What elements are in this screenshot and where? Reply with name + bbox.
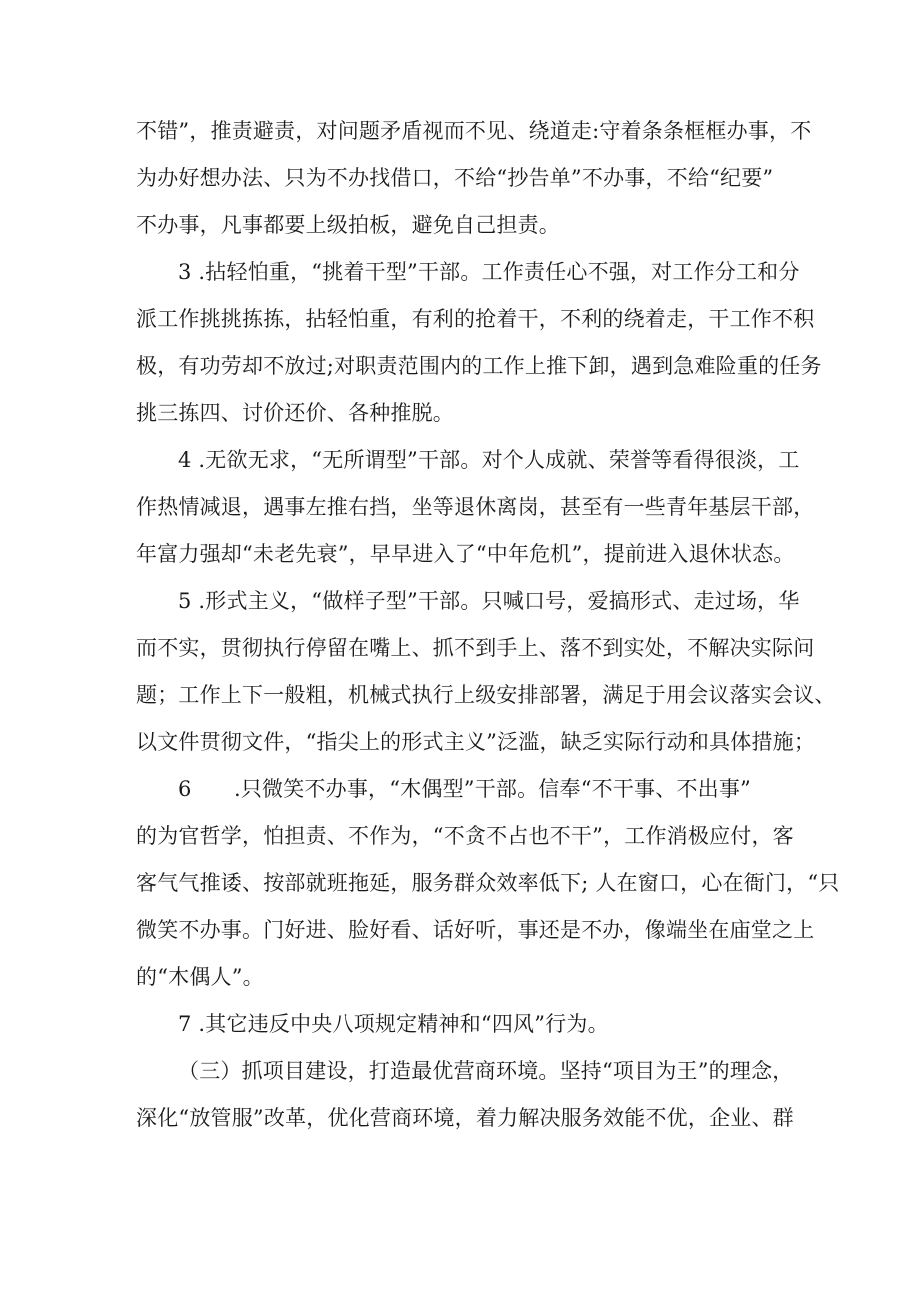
text-line: 4 .无欲无求，“无所谓型”干部。对个人成就、荣誉等看得很淡，工	[178, 448, 800, 472]
text-line: 派工作挑挑拣拣，拈轻怕重，有利的抢着干，不利的绕着走，干工作不积	[136, 307, 815, 331]
text-line: 以文件贯彻文件，“指尖上的形式主义”泛滥，缺乏实际行动和具体措施；	[136, 730, 816, 754]
text-line: 不办事，凡事都要上级拍板，避免自己担责。	[136, 213, 560, 237]
text-line: 而不实，贯彻执行停留在嘴上、抓不到手上、落不到实处，不解决实际问	[136, 636, 815, 660]
text-line: 的为官哲学，怕担责、不作为，“不贪不占也不干”，工作消极应付，客	[136, 824, 794, 848]
text-line: 不错”，推责避责，对问题矛盾视而不见、绕道走:守着条条框框办事，不	[136, 119, 812, 143]
text-line: 挑三拣四、讨价还价、各种推脱。	[136, 401, 454, 425]
text-line: 客气气推诿、按部就班拖延，服务群众效率低下; 人在窗口，心在衙门，“只	[136, 871, 840, 895]
text-line: 微笑不办事。门好进、脸好看、话好听，事还是不办，像端坐在庙堂之上	[136, 918, 815, 942]
text-line: 题；工作上下一般粗，机械式执行上级安排部署，满足于用会议落实会议、	[136, 683, 836, 707]
text-line: 7 .其它违反中央八项规定精神和“四风”行为。	[178, 1012, 609, 1036]
text-line: 为办好想办法、只为不办找借口，不给“抄告单”不办事，不给“纪要”	[136, 166, 774, 190]
text-line: 年富力强却“未老先衰”，早早进入了“中年危机”，提前进入退休状态。	[136, 542, 795, 566]
text-line: 5 .形式主义，“做样子型”干部。只喊口号，爱搞形式、走过场，华	[178, 589, 800, 613]
text-line: 3 .拈轻怕重，“挑着干型”干部。工作责任心不强，对工作分工和分	[178, 260, 800, 284]
text-line: 6 .只微笑不办事，“木偶型”干部。信奉“不干事、不出事”	[178, 777, 751, 801]
text-line: （三）抓项目建设，打造最优营商环境。坚持“项目为王”的理念，	[178, 1059, 794, 1083]
text-line: 的“木偶人”。	[136, 965, 264, 989]
text-line: 作热情减退，遇事左推右挡，坐等退休离岗，甚至有一些青年基层干部，	[136, 495, 815, 519]
text-line: 深化“放管服”改革，优化营商环境，着力解决服务效能不优，企业、群	[136, 1106, 794, 1130]
text-line: 极，有功劳却不放过;对职责范围内的工作上推下卸，遇到急难险重的任务	[136, 354, 822, 378]
